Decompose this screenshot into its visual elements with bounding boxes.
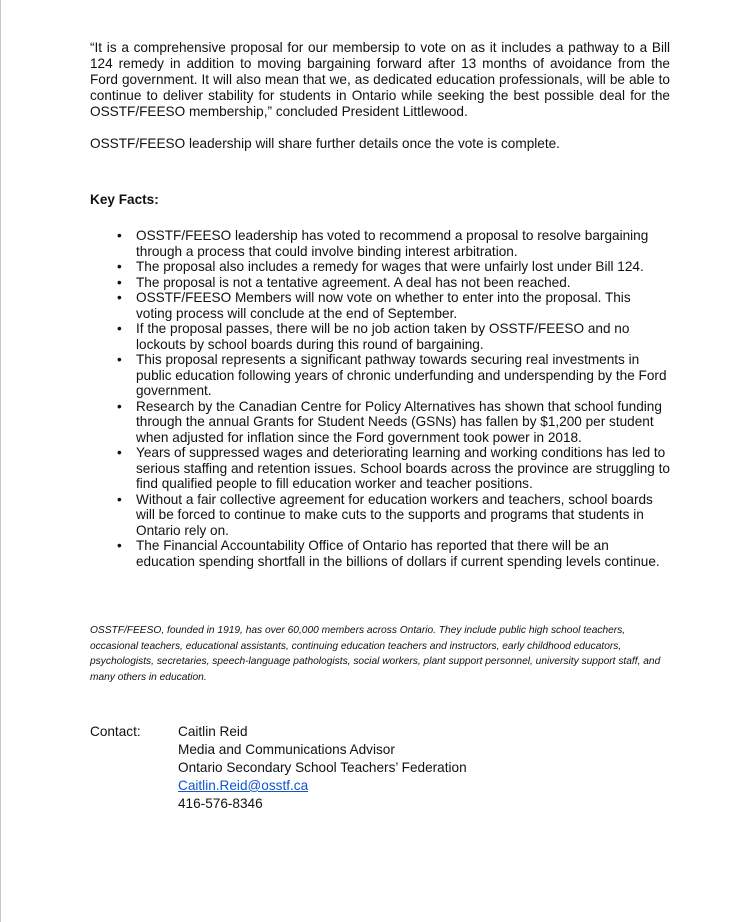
- contact-title: Media and Communications Advisor: [178, 742, 395, 757]
- list-item: • This proposal represents a significant pathway towards securing real investments in public education following years of chronic underfunding and underspending by the Ford government.: [136, 352, 670, 399]
- document-page: [90, 40, 670, 813]
- key-facts-list: [90, 228, 670, 569]
- contact-block: [90, 723, 670, 813]
- share-paragraph: OSSTF/FEESO leadership will share further details once the vote is complete.: [90, 136, 560, 151]
- key-facts-heading: Key Facts:: [90, 192, 159, 207]
- contact-phone: 416-576-8346: [178, 796, 263, 811]
- list-item: • Years of suppressed wages and deteriorating learning and working conditions has led to serious staffing and retention issues. School boards across the province are struggling to find qualified people to fill education worker and teacher positions.: [136, 445, 670, 492]
- list-item: • Research by the Canadian Centre for Policy Alternatives has shown that school funding through the annual Grants for Student Needs (GSNs) has fallen by $1,200 per student when adjusted for inflation since the Ford government took power in 2018.: [136, 399, 670, 446]
- list-item: • The proposal is not a tentative agreement. A deal has not been reached.: [136, 275, 670, 291]
- contact-email-link[interactable]: Caitlin.Reid@osstf.ca: [178, 778, 309, 793]
- page-left-border: [0, 0, 1, 922]
- contact-details: [178, 723, 467, 813]
- about-paragraph: OSSTF/FEESO, founded in 1919, has over 60,000 members across Ontario. They include public high school teachers, occasional teachers, educational assistants, continuing education teachers and instructors, early childhood educators, psychologists, secretaries, speech-language pathologists, social workers, plant support personnel, university support staff, and many others in education.: [90, 625, 661, 683]
- contact-org: Ontario Secondary School Teachers’ Federation: [178, 760, 467, 775]
- list-item: • OSSTF/FEESO Members will now vote on whether to enter into the proposal. This voting process will conclude at the end of September.: [136, 290, 670, 321]
- list-item: • The Financial Accountability Office of Ontario has reported that there will be an education spending shortfall in the billions of dollars if current spending levels continue.: [136, 538, 670, 569]
- list-item: • OSSTF/FEESO leadership has voted to recommend a proposal to resolve bargaining through a process that could involve binding interest arbitration.: [136, 228, 670, 259]
- contact-name: Caitlin Reid: [178, 724, 248, 739]
- contact-label: Contact:: [90, 724, 141, 739]
- list-item: • The proposal also includes a remedy for wages that were unfairly lost under Bill 124.: [136, 259, 670, 275]
- list-item: • If the proposal passes, there will be no job action taken by OSSTF/FEESO and no lockouts by school boards during this round of bargaining.: [136, 321, 670, 352]
- list-item: • Without a fair collective agreement for education workers and teachers, school boards will be forced to continue to make cuts to the supports and programs that students in Ontario rely on.: [136, 492, 670, 539]
- quote-paragraph: “It is a comprehensive proposal for our membersip to vote on as it includes a pathway to a Bill 124 remedy in addition to moving bargaining forward after 13 months of avoidance from the Ford government. It will also mean that we, as dedicated education professionals, will be able to continue to deliver stability for students in Ontario while seeking the best possible deal for the OSSTF/FEESO membership,” concluded President Littlewood.: [90, 40, 670, 119]
